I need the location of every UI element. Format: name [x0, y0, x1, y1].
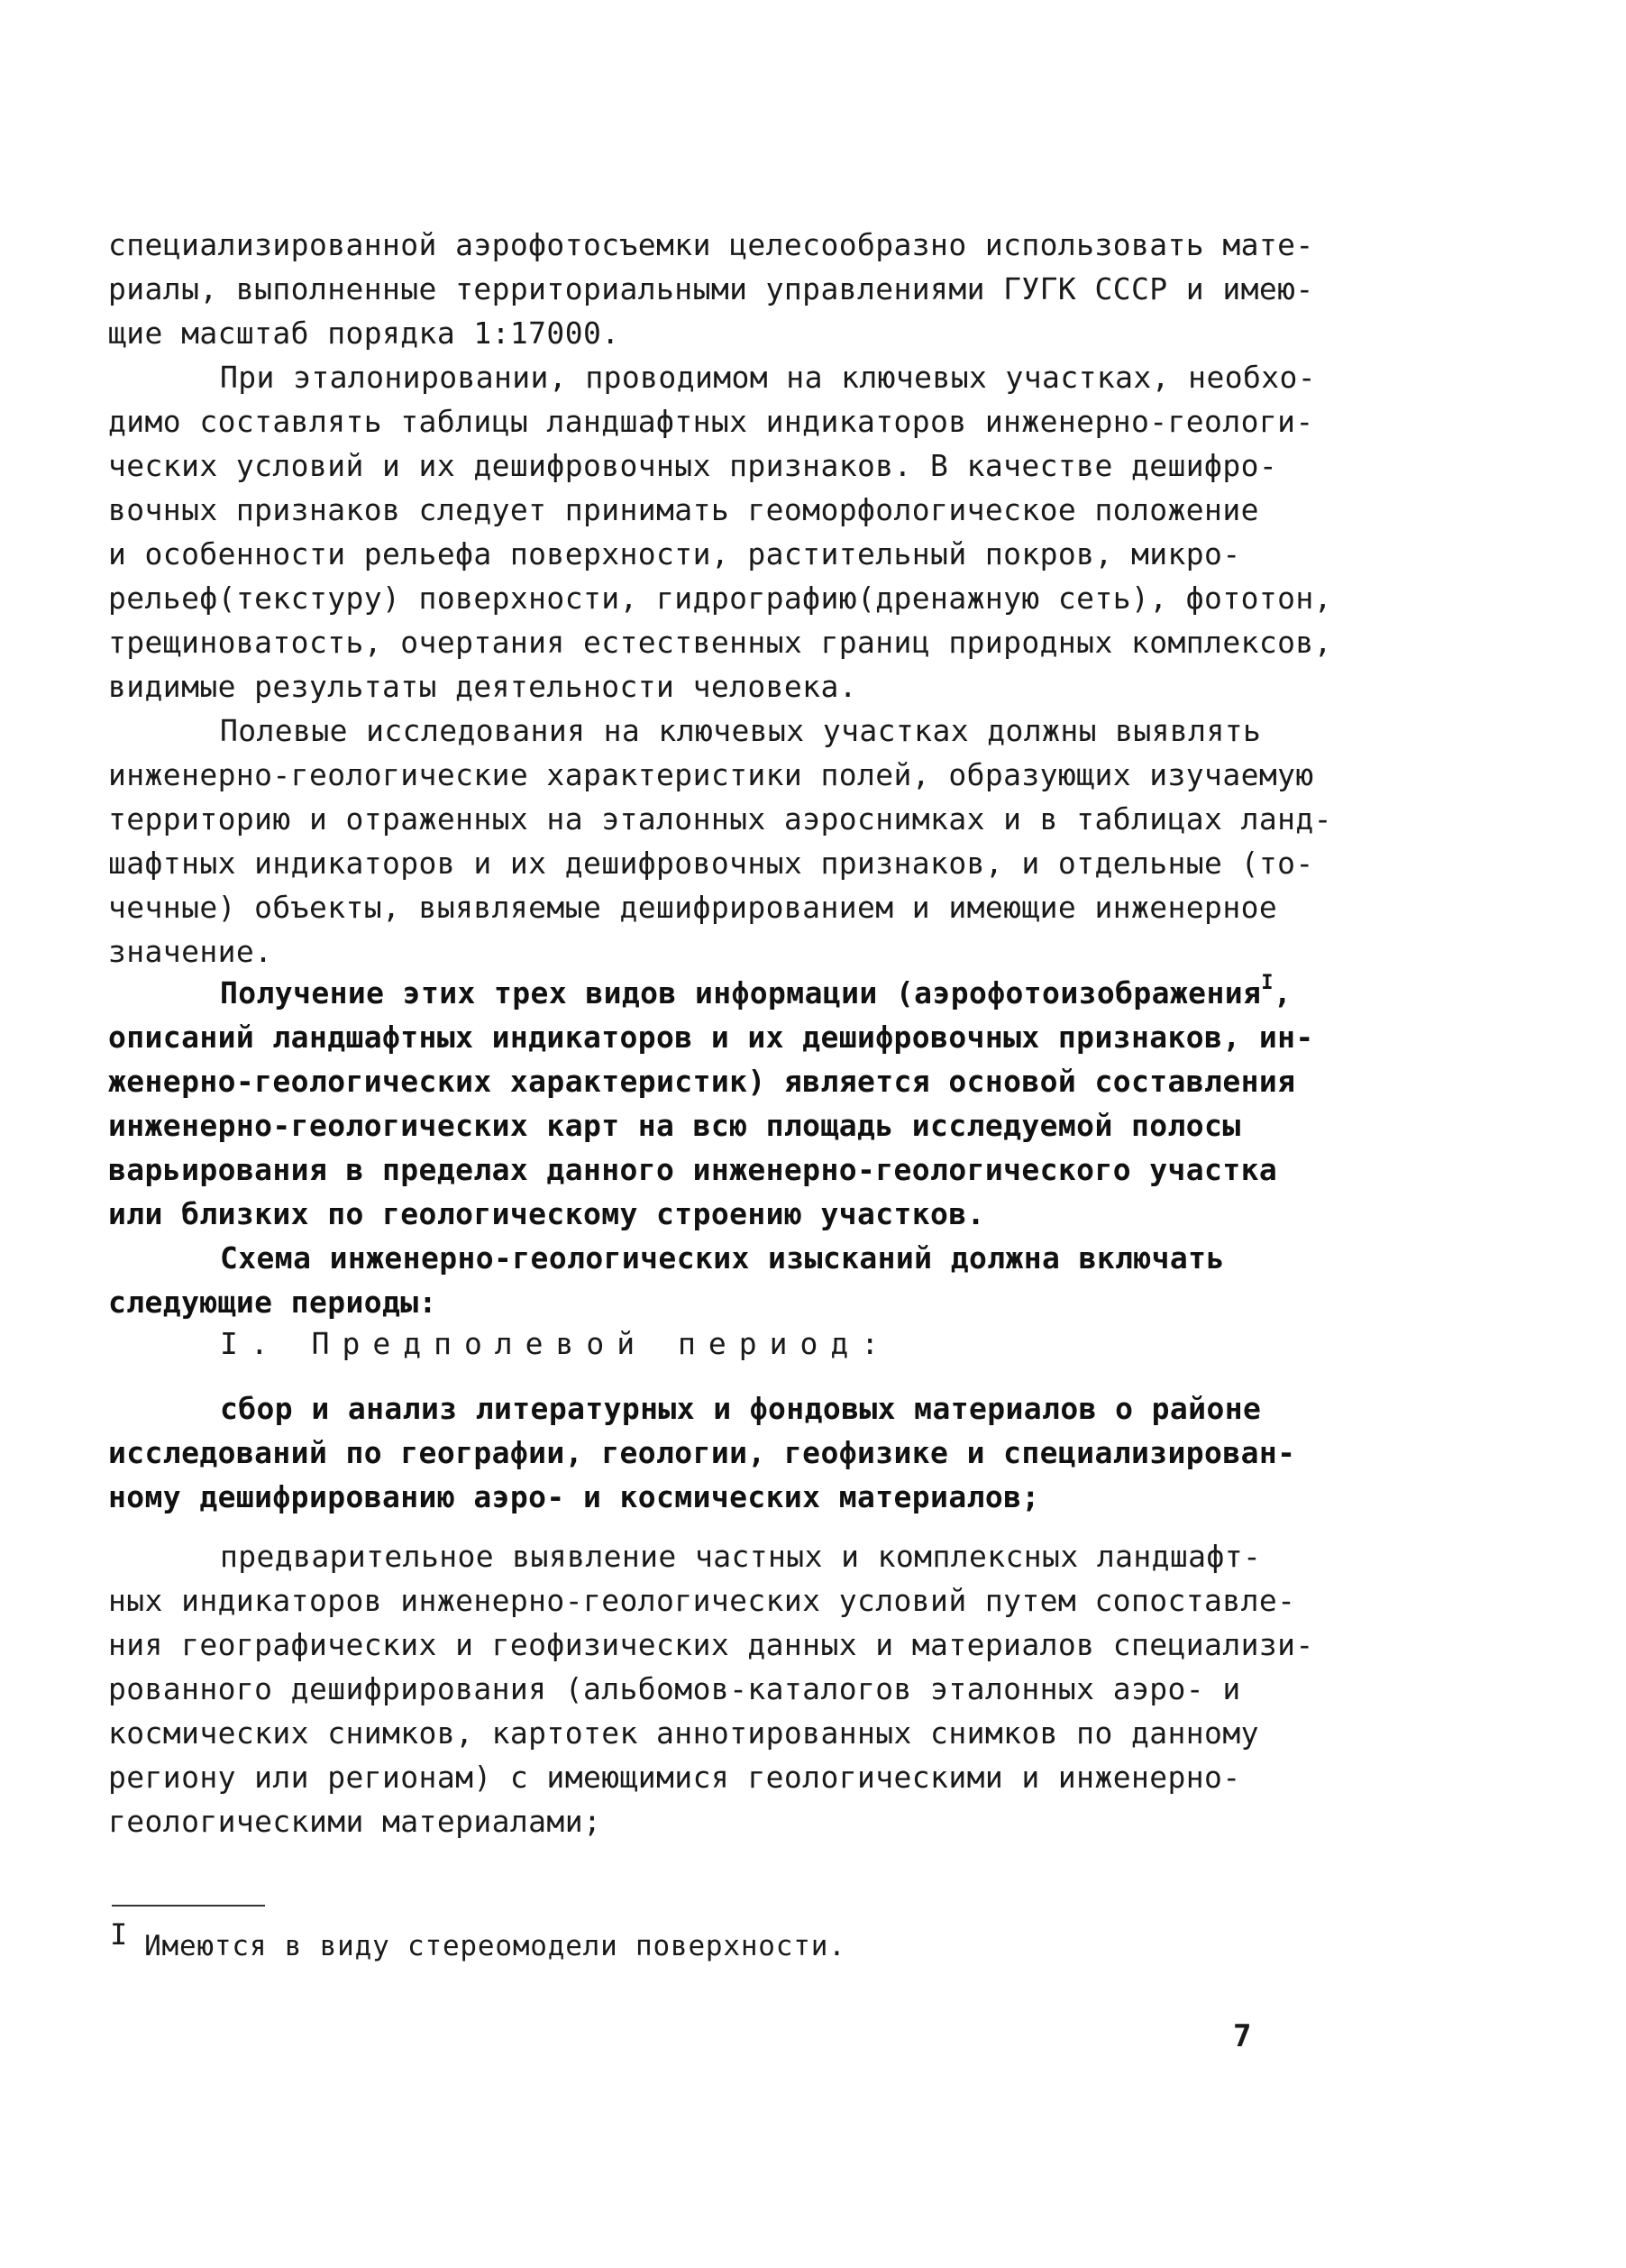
text-line: инженерно-геологические характеристики полей, образующих изучаемую	[108, 757, 1314, 792]
section-heading-block	[108, 1321, 1343, 1366]
text-line: инженерно-геологических карт на всю площадь исследуемой полосы	[108, 1108, 1241, 1143]
section-heading-text: I. Предполевой период:	[220, 1326, 892, 1361]
footnote-reference: I	[1261, 972, 1274, 994]
text-line-tail: ,	[1273, 975, 1293, 1011]
text-line: исследований по географии, геологии, геофизике и специализирован-	[108, 1435, 1296, 1470]
text-line: вочных признаков следует принимать геоморфологическое положение	[108, 492, 1259, 527]
body-text-block-2	[108, 971, 1343, 1324]
section-heading	[108, 1321, 1343, 1366]
text-line: следующие периоды:	[108, 1285, 437, 1320]
text-line: щие масштаб порядка 1:17000.	[108, 316, 620, 351]
text-line: специализированной аэрофотосъемки целесообразно использовать мате-	[108, 227, 1314, 262]
text-line: ному дешифрированию аэро- и космических материалов;	[108, 1479, 1040, 1514]
text-line: димо составлять таблицы ландшафтных индикаторов инженерно-геологи-	[108, 404, 1314, 439]
text-line: и особенности рельефа поверхности, растительный покров, микро-	[108, 536, 1241, 572]
text-line: варьирования в пределах данного инженерно-геологического участка	[108, 1152, 1278, 1187]
footnote-text: Имеются в виду стереомодели поверхности.	[144, 1930, 846, 1962]
text-line: территорию и отраженных на эталонных аэроснимках и в таблицах ланд-	[108, 801, 1332, 837]
text-line: риалы, выполненные территориальными управлениями ГУГК СССР и имею-	[108, 271, 1314, 306]
text-line: рельеф(текстуру) поверхности, гидрографию(дренажную сеть), фототон,	[108, 581, 1332, 616]
text-line: видимые результаты деятельности человека.	[108, 669, 857, 704]
text-line: рованного дешифрирования (альбомов-каталогов эталонных аэро- и	[108, 1671, 1241, 1706]
body-text-block-1	[108, 223, 1343, 974]
page-number: 7	[1233, 2018, 1252, 2054]
text-line: ческих условий и их дешифровочных признаков. В качестве дешифро-	[108, 448, 1278, 483]
text-line: Полевые исследования на ключевых участках должны выявлять	[220, 713, 1262, 748]
text-line: При эталонировании, проводимом на ключевых участках, необхо-	[220, 360, 1317, 395]
text-line: чечные) объекты, выявляемые дешифрированием и имеющие инженерное	[108, 890, 1278, 925]
text-line: трещиноватость, очертания естественных границ природных комплексов,	[108, 625, 1332, 660]
text-line-with-footnote-ref	[108, 971, 1343, 1015]
list-item-1	[108, 1386, 1343, 1519]
text-line: региону или регионам) с имеющимися геологическими и инженерно-	[108, 1760, 1241, 1795]
footnote-divider	[112, 1905, 265, 1907]
text-line: значение.	[108, 934, 273, 969]
text-line: космических снимков, картотек аннотированных снимков по данному	[108, 1715, 1259, 1751]
text-line-content: Получение этих трех видов информации (аэрофотоизображения	[220, 975, 1262, 1011]
text-line: сбор и анализ литературных и фондовых материалов о районе	[220, 1391, 1262, 1426]
text-line: ния географических и геофизических данных и материалов специализи-	[108, 1627, 1314, 1662]
text-line: шафтных индикаторов и их дешифровочных признаков, и отдельные (то-	[108, 846, 1314, 881]
text-line: женерно-геологических характеристик) является основой составления	[108, 1064, 1296, 1099]
text-line: ных индикаторов инженерно-геологических условий путем сопоставле-	[108, 1583, 1296, 1618]
text-line: геологическими материалами;	[108, 1804, 602, 1839]
footnote-mark: I	[110, 1917, 129, 1952]
text-line: предварительное выявление частных и комплексных ландшафт-	[220, 1539, 1262, 1574]
list-item-2	[108, 1534, 1343, 1843]
text-line: описаний ландшафтных индикаторов и их дешифровочных признаков, ин-	[108, 1020, 1314, 1055]
footnote	[110, 1917, 1282, 1968]
text-line: Схема инженерно-геологических изысканий должна включать	[220, 1240, 1225, 1276]
text-line: или близких по геологическому строению участков.	[108, 1196, 985, 1231]
